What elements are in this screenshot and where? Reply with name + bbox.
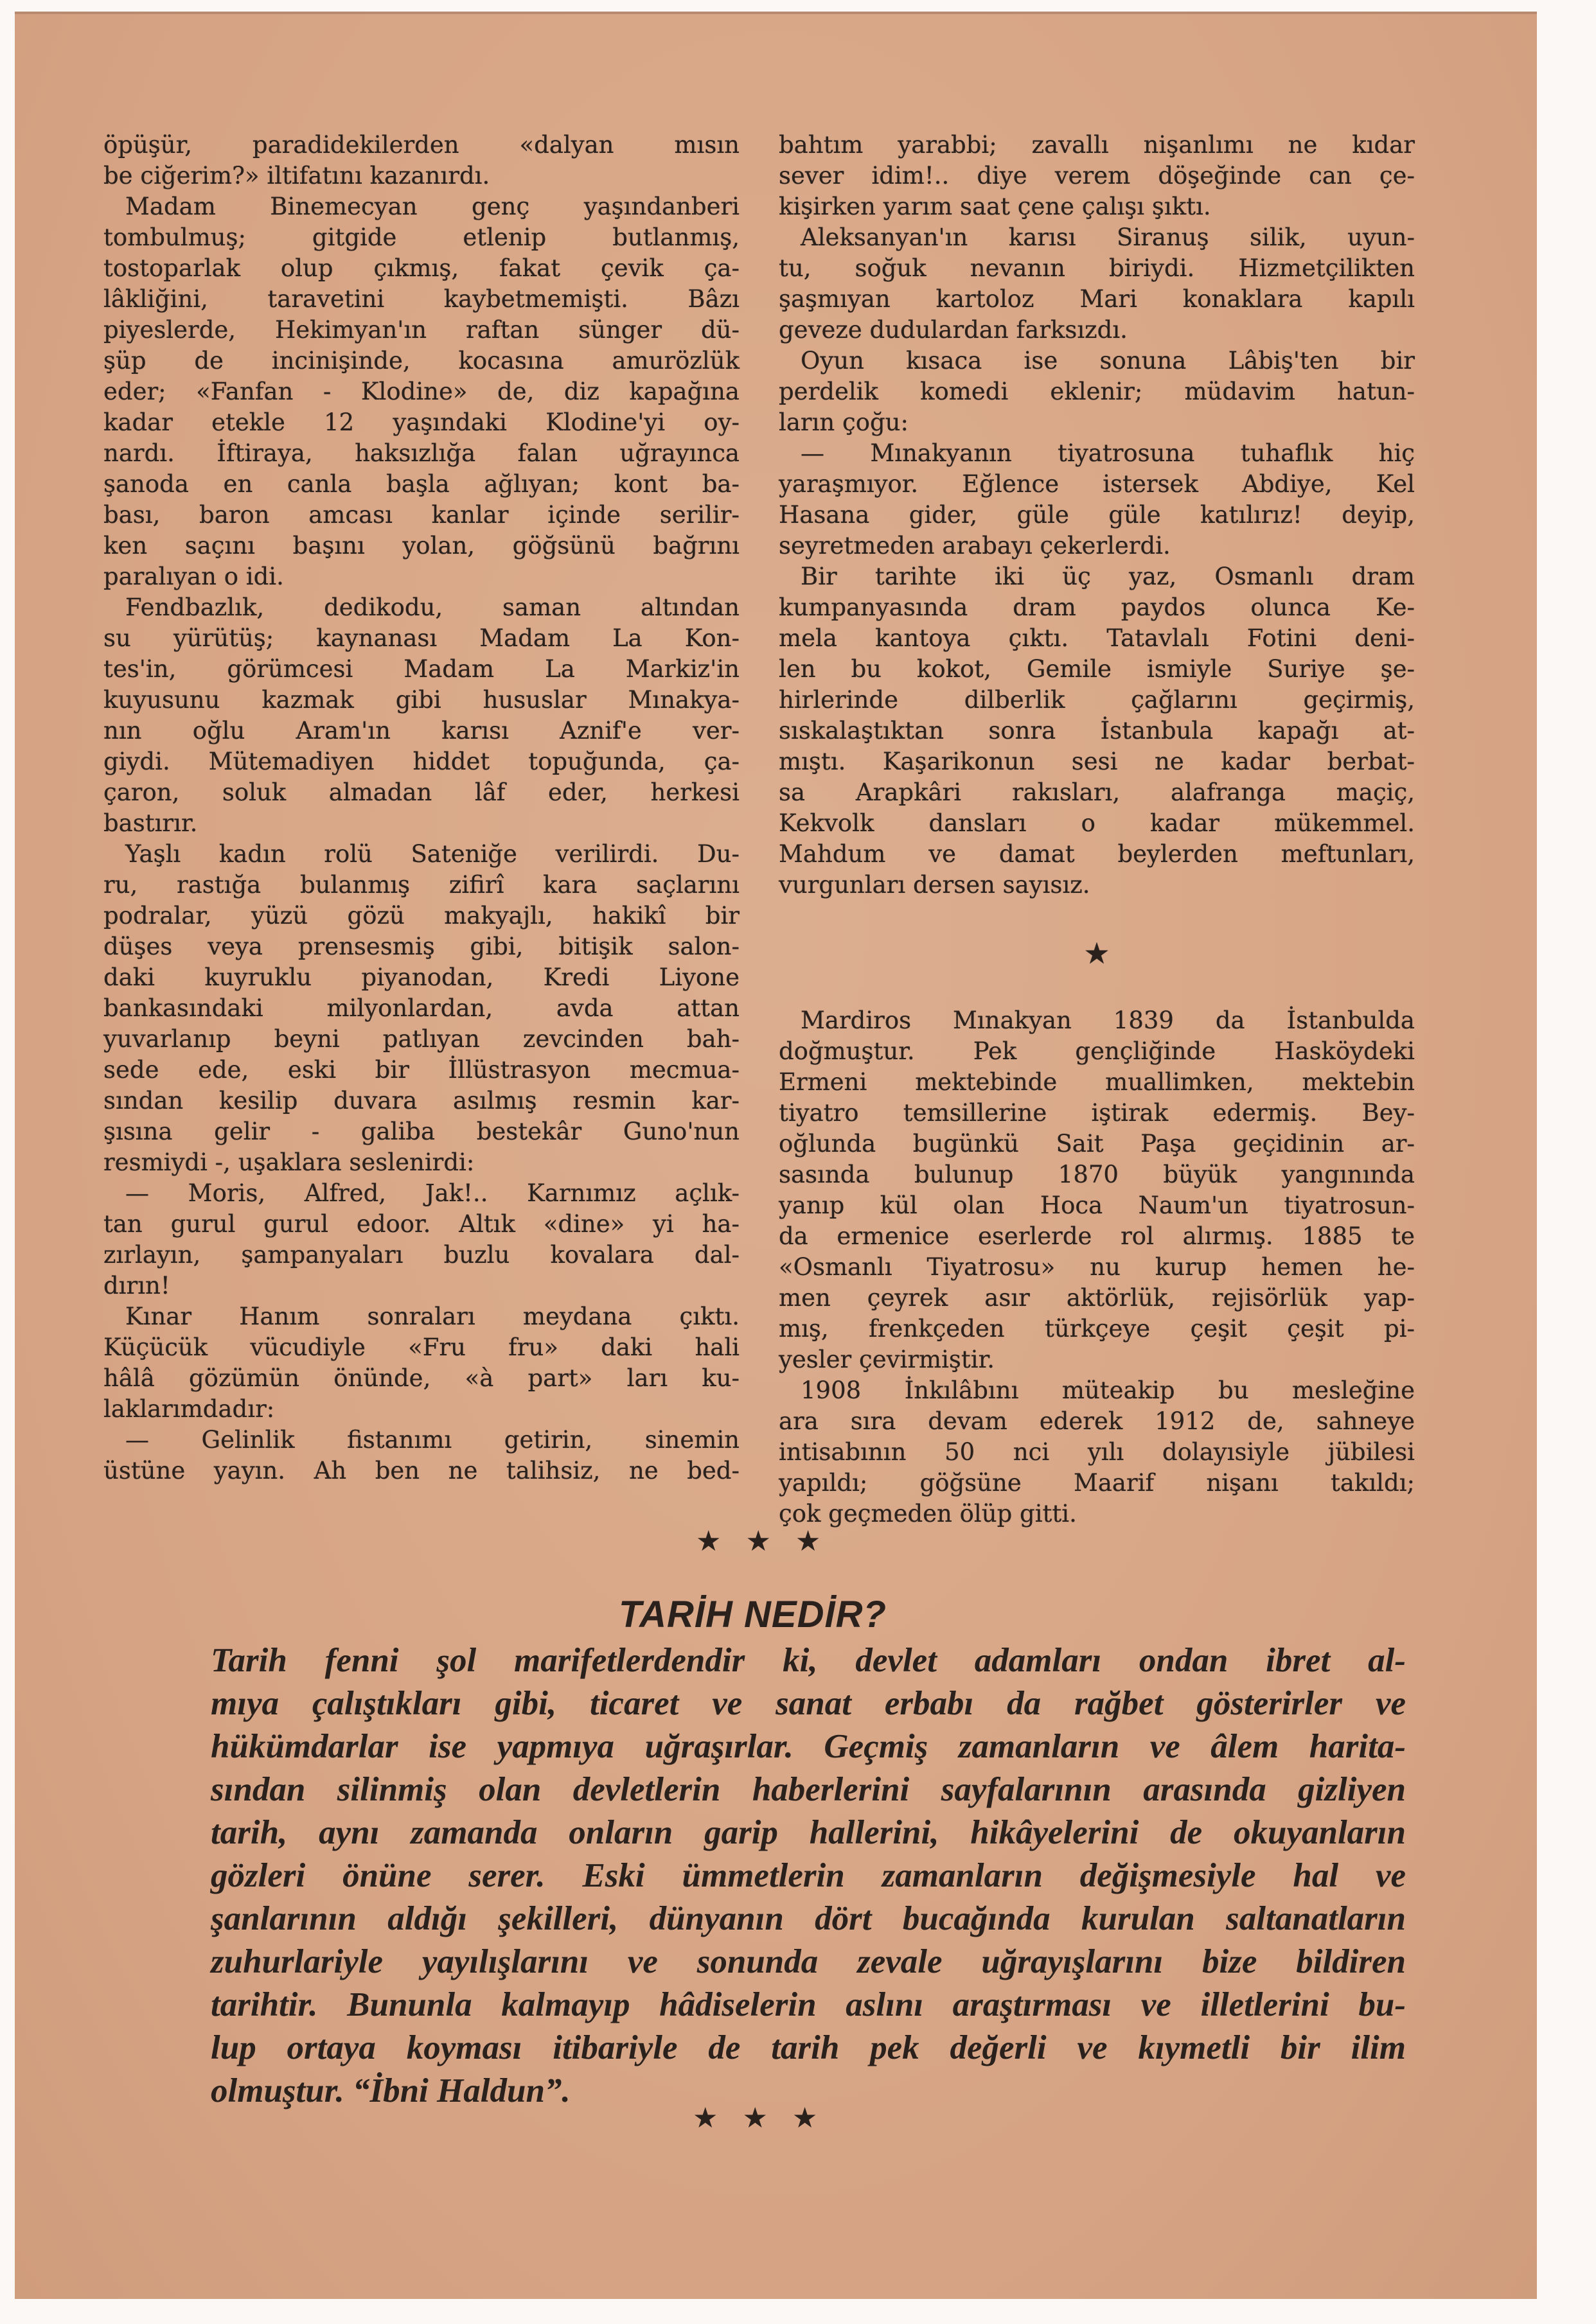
text-line: lâkliğini, taravetini kaybetmemişti. Bâzı [103, 285, 740, 313]
text-line: Ermeni mektebinde muallimken, mektebin [779, 1068, 1415, 1096]
essay-title: TARİH NEDİR? [619, 1594, 887, 1635]
text-line: mış, frenkçeden türkçeye çeşit çeşit pi- [779, 1315, 1415, 1342]
text-line: laklarımdadır: [103, 1395, 275, 1423]
text-line: nın oğlu Aram'ın karısı Aznif'e ver- [103, 717, 740, 744]
text-line: intisabının 50 nci yılı dolayısiyle jübilesi [779, 1438, 1415, 1466]
text-line: yapıldı; göğsüne Maarif nişanı takıldı; [779, 1469, 1415, 1497]
text-line: doğmuştur. Pek gençliğinde Hasköydeki [779, 1037, 1415, 1065]
text-line: şanlarının aldığı şekilleri, dünyanın dört bucağında kurulan saltanatların [211, 1900, 1406, 1937]
text-line: Kınar Hanım sonraları meydana çıktı. [125, 1303, 740, 1330]
text-line: hükümdarlar ise yapmıya uğraşırlar. Geçmiş zamanların ve âlem harita- [211, 1728, 1406, 1765]
text-line: tes'in, görümcesi Madam La Markiz'in [103, 655, 740, 683]
star-separator-icon: ★ [1083, 935, 1110, 971]
text-line: mela kantoya çıktı. Tatavlalı Fotini deni- [779, 624, 1415, 652]
text-line: öpüşür, paradidekilerden «dalyan mısın [103, 131, 740, 159]
right-text-column [779, 130, 1415, 1529]
text-line: Mardiros Mınakyan 1839 da İstanbulda [801, 1007, 1415, 1034]
text-line: bahtım yarabbi; zavallı nişanlımı ne kıdar [779, 131, 1415, 159]
text-line: Mahdum ve damat beylerden meftunları, [779, 840, 1415, 868]
text-line: paralıyan o idi. [103, 563, 284, 590]
text-line: gözleri önüne serer. Eski ümmetlerin zamanların değişmesiyle hal ve [211, 1857, 1406, 1894]
text-line: perdelik komedi eklenir; müdavim hatun- [779, 378, 1415, 405]
text-line: — Gelinlik fistanımı getirin, sinemin [125, 1426, 740, 1454]
text-line: tostoparlak olup çıkmış, fakat çevik ça- [103, 254, 740, 282]
text-line: Tarih fenni şol marifetlerdendir ki, devlet adamları ondan ibret al- [211, 1642, 1406, 1679]
text-line: tarihtir. Bununla kalmayıp hâdiselerin aslını araştırması ve illetlerini bu- [211, 1986, 1406, 2023]
text-line: sever idim!.. diye verem döşeğinde can çe- [779, 162, 1415, 189]
text-line: Fendbazlık, dedikodu, saman altından [125, 594, 740, 621]
text-line: ken saçını başını yolan, göğsünü bağrını [103, 532, 740, 559]
text-line: ara sıra devam ederek 1912 de, sahneye [779, 1407, 1415, 1435]
text-line: Küçücük vücudiyle «Fru fru» daki hali [103, 1334, 740, 1361]
text-line: kuyusunu kazmak gibi hususlar Mınakya- [103, 686, 740, 714]
text-line: tiyatro temsillerine iştirak edermiş. Bey- [779, 1099, 1415, 1127]
text-line: mıştı. Kaşarikonun sesi ne kadar berbat- [779, 748, 1415, 775]
text-line: da ermenice eserlerde rol alırmış. 1885 te [779, 1222, 1415, 1250]
text-line: kişirken yarım saat çene çalışı şıktı. [779, 193, 1211, 220]
text-line: yanıp kül olan Hoca Naum'un tiyatrosun- [779, 1192, 1415, 1219]
text-line: sede ede, eski bir İllüstrasyon mecmua- [103, 1056, 740, 1084]
text-line: şanoda en canla başla ağlıyan; kont ba- [103, 470, 740, 498]
text-line: sıskalaştıktan sonra İstanbula kapağı at- [779, 717, 1415, 744]
text-line: daki kuyruklu piyanodan, Kredi Liyone [103, 964, 740, 991]
text-line: zuhurlariyle yayılışlarını ve sonunda zevale uğrayışlarını bize bildiren [211, 1943, 1406, 1980]
text-line: Oyun kısaca ise sonuna Lâbiş'ten bir [801, 347, 1415, 374]
text-line: mıya çalıştıkları gibi, ticaret ve sanat erbabı da rağbet gösterirler ve [211, 1685, 1406, 1722]
text-line: yuvarlanıp beyni patlıyan zevcinden bah- [103, 1025, 740, 1053]
text-line: bankasındaki milyonlardan, avda attan [103, 994, 740, 1022]
text-line: Yaşlı kadın rolü Sateniğe verilirdi. Du- [125, 840, 740, 868]
text-line: hirlerinde dilberlik çağlarını geçirmiş, [779, 686, 1415, 714]
text-line: Kekvolk dansları o kadar mükemmel. [779, 809, 1415, 837]
text-line: zırlayın, şampanyaları buzlu kovalara dal- [103, 1241, 740, 1269]
text-line: — Moris, Alfred, Jak!.. Karnımız açlık- [125, 1179, 740, 1207]
text-line: sa Arapkâri rakısları, alafranga maçiç, [779, 779, 1415, 806]
text-line: şaşmıyan kartoloz Mari konaklara kapılı [779, 285, 1415, 313]
text-line: bastırır. [103, 809, 198, 837]
text-line: — Mınakyanın tiyatrosuna tuhaflık hiç [801, 439, 1415, 467]
text-line: geveze dudulardan farksızdı. [779, 316, 1128, 344]
left-text-column [103, 130, 740, 1486]
text-line: lup ortaya koyması itibariyle de tarih pek değerli ve kıymetli bir ilim [211, 2029, 1406, 2066]
text-line: tombulmuş; gitgide etlenip butlanmış, [103, 224, 740, 251]
text-line: vurgunları dersen sayısız. [779, 871, 1090, 899]
text-line: men çeyrek asır aktörlük, rejisörlük yap- [779, 1284, 1415, 1312]
text-line: Madam Binemecyan genç yaşındanberi [125, 193, 740, 220]
text-line: seyretmeden arabayı çekerlerdi. [779, 532, 1171, 559]
text-line: şısına gelir - galiba bestekâr Guno'nun [103, 1118, 740, 1145]
text-line: giydi. Mütemadiyen hiddet topuğunda, ça- [103, 748, 740, 775]
text-line: podralar, yüzü gözü makyajlı, hakikî bir [103, 902, 740, 929]
text-line: nardı. İftiraya, haksızlığa falan uğrayınca [103, 439, 740, 467]
closing-stars: ★★★ [693, 2102, 842, 2135]
text-line: yaraşmıyor. Eğlence istersek Abdiye, Kel [779, 470, 1415, 498]
text-line: piyeslerde, Hekimyan'ın raftan sünger dü- [103, 316, 740, 344]
text-line: dırın! [103, 1272, 170, 1299]
text-line: yesler çevirmiştir. [779, 1346, 995, 1373]
magazine-page [15, 12, 1537, 2299]
text-line: bası, baron amcası kanlar içinde serilir- [103, 501, 740, 529]
text-line: «Osmanlı Tiyatrosu» nu kurup hemen he- [779, 1253, 1415, 1281]
text-line: sından silinmiş olan devletlerin haberlerini sayfalarının arasında gizliyen [211, 1771, 1406, 1808]
text-line: oğlunda bugünkü Sait Paşa geçidinin ar- [779, 1130, 1415, 1158]
text-line: be ciğerim?» iltifatını kazanırdı. [103, 162, 490, 189]
essay-body [211, 1639, 1406, 2113]
text-line: tarih, aynı zamanda onların garip hallerini, hikâyelerini de okuyanların [211, 1814, 1406, 1851]
text-line: kadar etekle 12 yaşındaki Klodine'yi oy- [103, 409, 740, 436]
text-line: düşes veya prensesmiş gibi, bitişik salon- [103, 933, 740, 960]
text-line: ru, rastığa bulanmış zifirî kara saçlarını [103, 871, 740, 899]
text-line: tan gurul gurul edoor. Altık «dine» yi ha- [103, 1210, 740, 1238]
text-line: üstüne yayın. Ah ben ne talihsiz, ne bed- [103, 1457, 740, 1484]
text-line: eder; «Fanfan - Klodine» de, diz kapağına [103, 378, 740, 405]
text-line: Hasana gider, güle güle katılırız! deyip, [779, 501, 1415, 529]
text-line: kumpanyasında dram paydos olunca Ke- [779, 594, 1415, 621]
text-line: 1908 İnkılâbını müteakip bu mesleğine [801, 1377, 1415, 1404]
text-line: hâlâ gözümün önünde, «à part» ları ku- [103, 1364, 740, 1392]
text-line: Bir tarihte iki üç yaz, Osmanlı dram [801, 563, 1415, 590]
text-line: su yürütüş; kaynanası Madam La Kon- [103, 624, 740, 652]
text-line: sasında bulunup 1870 büyük yangınında [779, 1161, 1415, 1188]
text-line: tu, soğuk nevanın biriydi. Hizmetçilikten [779, 254, 1415, 282]
text-line: çaron, soluk almadan lâf eder, herkesi [103, 779, 740, 806]
text-line: şüp de incinişinde, kocasına amurözlük [103, 347, 740, 374]
text-line: Aleksanyan'ın karısı Siranuş silik, uyun- [801, 224, 1415, 251]
text-line: resmiydi -, uşaklara seslenirdi: [103, 1149, 475, 1176]
text-line: çok geçmeden ölüp gitti. [779, 1500, 1077, 1527]
text-line: sından kesilip duvara asılmış resmin kar- [103, 1087, 740, 1114]
text-line: ların çoğu: [779, 409, 909, 436]
text-line: len bu kokot, Gemile ismiyle Suriye şe- [779, 655, 1415, 683]
section-separator-stars: ★★★ [696, 1525, 846, 1558]
text-line: olmuştur. “İbni Haldun”. [211, 2072, 571, 2109]
